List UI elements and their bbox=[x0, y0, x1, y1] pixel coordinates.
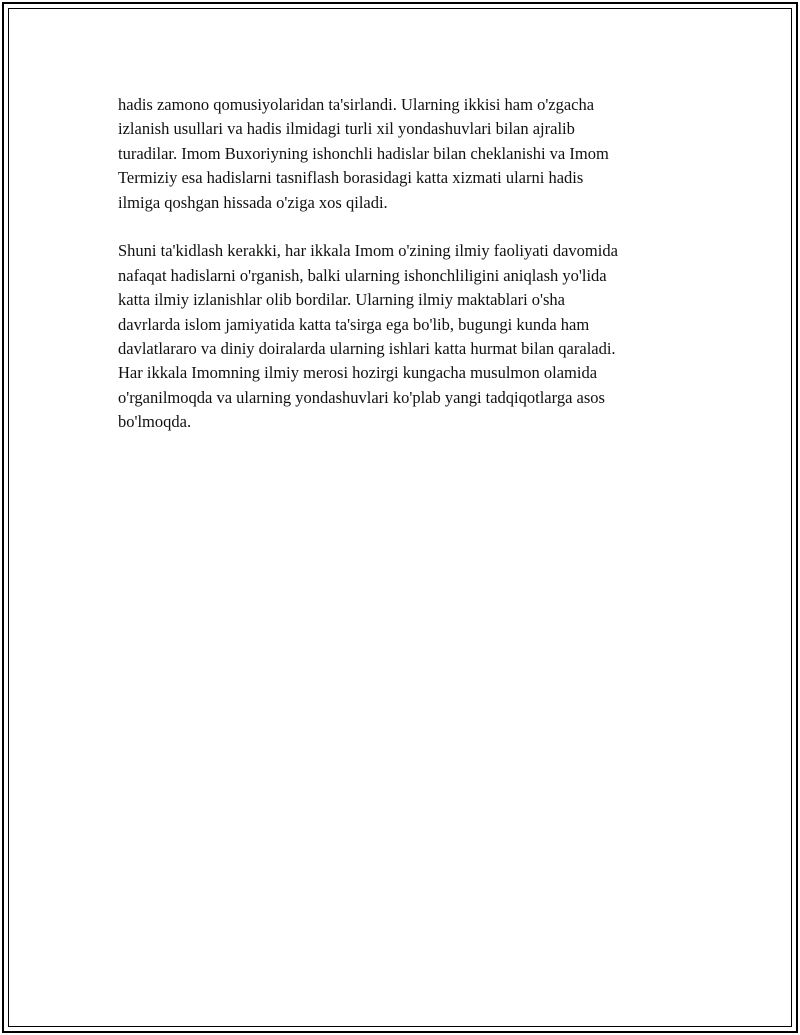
paragraph-line: o'rganilmoqda va ularning yondashuvlari ko'plab yangi tadqiqotlarga asos bbox=[118, 387, 605, 407]
paragraph-2 bbox=[118, 239, 698, 434]
paragraph-line: Termiziy esa hadislarni tasniflash borasidagi katta xizmati ularni hadis bbox=[118, 168, 584, 188]
paragraph-line: Har ikkala Imomning ilmiy merosi hozirgi kungacha musulmon olamida bbox=[118, 363, 598, 383]
paragraph-1 bbox=[118, 93, 698, 215]
paragraph-line: davlatlararo va diniy doiralarda ularning ishlari katta hurmat bilan qaraladi. bbox=[118, 339, 616, 359]
paragraph-line: bo'lmoqda. bbox=[118, 412, 192, 432]
paragraph-line: nafaqat hadislarni o'rganish, balki ularning ishonchliligini aniqlash yo'lida bbox=[118, 265, 607, 285]
paragraph-line: hadis zamono qomusiyolaridan ta'sirlandi. Ularning ikkisi ham o'zgacha bbox=[118, 95, 595, 114]
paragraph-line: turadilar. Imom Buxoriyning ishonchli hadislar bilan cheklanishi va Imom bbox=[118, 143, 609, 163]
paragraph-line: katta ilmiy izlanishlar olib bordilar. Ularning ilmiy maktablari o'sha bbox=[118, 290, 565, 310]
document-body bbox=[118, 93, 698, 459]
paragraph-line: davrlarda islom jamiyatida katta ta'sirga ega bo'lib, bugungi kunda ham bbox=[118, 314, 590, 334]
paragraph-line: izlanish usullari va hadis ilmidagi turli xil yondashuvlari bilan ajralib bbox=[118, 119, 575, 139]
paragraph-line: Shuni ta'kidlash kerakki, har ikkala Imom o'zining ilmiy faoliyati davomida bbox=[118, 241, 618, 261]
paragraph-line: ilmiga qoshgan hissada o'ziga xos qiladi. bbox=[118, 192, 388, 212]
